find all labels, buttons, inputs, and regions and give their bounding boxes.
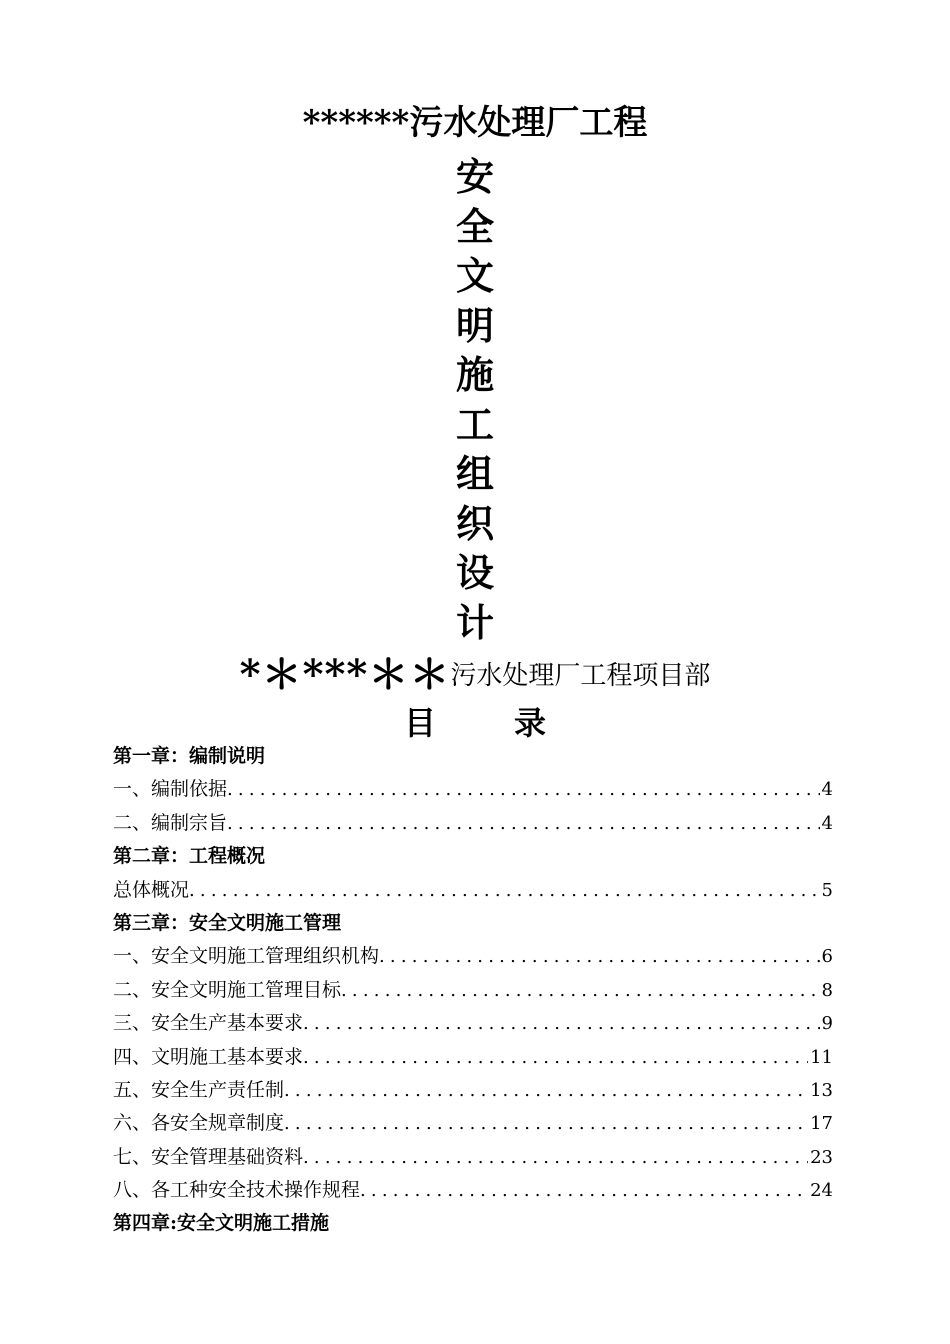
toc-entry-label: 二、安全文明施工管理目标 xyxy=(113,978,342,1001)
toc-entry-label: 七、安全管理基础资料 xyxy=(113,1145,304,1168)
vertical-title-char: 计 xyxy=(455,599,494,645)
department-line xyxy=(0,650,950,701)
toc-entry-label: 四、文明施工基本要求 xyxy=(113,1045,304,1068)
toc-dot-leader xyxy=(341,974,820,1007)
toc-page-number: 9 xyxy=(821,1013,833,1035)
vertical-title-char: 工 xyxy=(455,401,494,447)
toc-page-number: 4 xyxy=(821,812,833,834)
toc-dot-leader xyxy=(284,1074,808,1107)
toc-chapter-heading: 第四章:安全文明施工措施 xyxy=(113,1212,330,1235)
toc-chapter-heading: 第三章：安全文明施工管理 xyxy=(113,911,342,934)
toc-dot-leader xyxy=(303,1007,820,1040)
toc-entry[interactable] xyxy=(113,1107,833,1140)
department-name: 污水处理厂工程项目部 xyxy=(450,661,711,691)
toc-dot-leader xyxy=(284,1107,808,1140)
toc-page-number: 8 xyxy=(821,979,833,1001)
toc-dot-leader xyxy=(303,1141,808,1174)
toc-dot-leader xyxy=(189,874,820,907)
toc-page-number: 23 xyxy=(810,1146,833,1168)
toc-page-number: 6 xyxy=(821,946,833,968)
toc-entry[interactable] xyxy=(113,1174,833,1207)
toc-dot-leader xyxy=(227,807,820,840)
toc-entry[interactable] xyxy=(113,1041,833,1074)
toc-entry-label: 五、安全生产责任制 xyxy=(113,1078,285,1101)
toc-entry[interactable] xyxy=(113,874,833,907)
toc-entry-label: 一、编制依据 xyxy=(113,778,228,801)
toc-dot-leader xyxy=(379,940,820,973)
toc-entry-label: 二、编制宗旨 xyxy=(113,811,228,834)
toc-page-number: 11 xyxy=(810,1046,833,1068)
toc-entry-label: 八、各工种安全技术操作规程 xyxy=(113,1179,361,1202)
department-stars: *＊***＊＊ xyxy=(239,651,451,698)
table-of-contents xyxy=(113,740,833,1241)
vertical-title-char: 施 xyxy=(455,352,494,397)
toc-dot-leader xyxy=(227,773,820,806)
toc-entry[interactable] xyxy=(113,1141,833,1174)
toc-chapter-heading: 第一章：编制说明 xyxy=(113,745,266,767)
vertical-title-char: 明 xyxy=(455,302,494,348)
toc-page-number: 4 xyxy=(821,779,833,801)
toc-page-number: 24 xyxy=(810,1180,833,1202)
toc-chapter-heading: 第二章：工程概况 xyxy=(113,845,266,868)
toc-entry-label: 六、各安全规章制度 xyxy=(113,1112,285,1135)
toc-entry[interactable] xyxy=(113,773,833,806)
toc-entry[interactable] xyxy=(113,807,833,840)
toc-entry-label: 总体概况 xyxy=(113,878,190,901)
vertical-title-char: 组 xyxy=(455,451,494,496)
toc-title-right: 录 xyxy=(514,704,547,742)
toc-entry[interactable] xyxy=(113,974,833,1007)
vertical-title-char: 安 xyxy=(455,154,494,199)
vertical-title-char: 织 xyxy=(455,500,494,546)
toc-dot-leader xyxy=(303,1041,808,1074)
vertical-title-char: 文 xyxy=(455,253,494,298)
toc-page-number: 13 xyxy=(810,1079,833,1101)
toc-dot-leader xyxy=(360,1174,808,1207)
vertical-title-char: 设 xyxy=(455,550,494,595)
toc-page-number: 17 xyxy=(810,1113,833,1135)
toc-title-left: 目 xyxy=(403,704,436,742)
toc-entry[interactable] xyxy=(113,940,833,973)
toc-entry[interactable] xyxy=(113,1007,833,1040)
toc-entry[interactable] xyxy=(113,1074,833,1107)
cover-title: ******污水处理厂工程 xyxy=(302,103,648,143)
toc-page-number: 5 xyxy=(821,879,833,901)
vertical-title xyxy=(0,152,950,647)
vertical-title-char: 全 xyxy=(455,203,494,249)
toc-entry-label: 三、安全生产基本要求 xyxy=(113,1012,304,1035)
toc-entry-label: 一、安全文明施工管理组织机构 xyxy=(113,945,380,968)
